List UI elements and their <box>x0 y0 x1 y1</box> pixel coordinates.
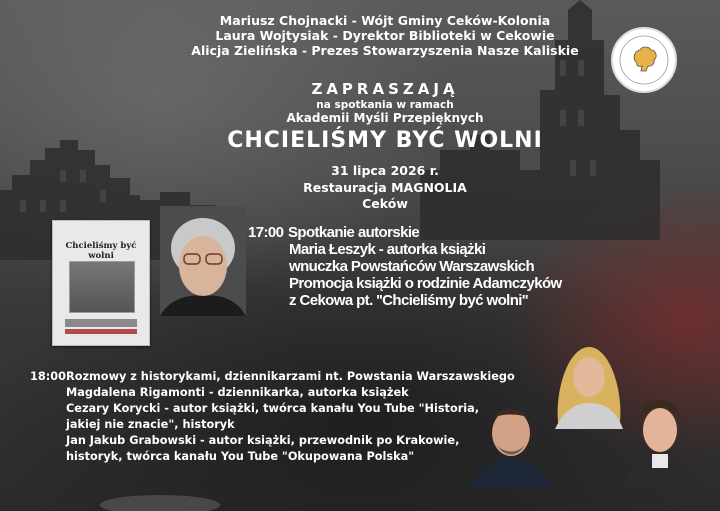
event-date: 31 lipca 2026 r. <box>331 163 439 178</box>
event2-time: 18:00 <box>30 370 66 383</box>
event1-line-5: z Cekowa pt. ''Chcieliśmy być wolni'' <box>289 292 528 309</box>
guest-portrait-grabowski <box>620 388 700 487</box>
book-cover <box>52 220 150 346</box>
event1-line-1: Spotkanie autorskie <box>288 224 420 241</box>
host-line-1: Mariusz Chojnacki - Wójt Gminy Ceków-Kolonia <box>219 13 551 28</box>
event1-line-2: Maria Łeszyk - autorka książki <box>289 241 486 258</box>
series-name: Akademii Myśli Przepięknych <box>286 111 484 125</box>
event-town: Ceków <box>362 196 408 211</box>
event-title: CHCIELIŚMY BYĆ WOLNI <box>227 128 543 153</box>
book-band <box>65 319 137 327</box>
host-line-2: Laura Wojtysiak - Dyrektor Biblioteki w Cekowie <box>215 28 555 43</box>
event2-line-4: Jan Jakub Grabowski - autor książki, przewodnik po Krakowie, <box>66 434 460 447</box>
event-venue: Restauracja MAGNOLIA <box>303 180 467 195</box>
academy-logo <box>611 27 677 93</box>
book-band-red <box>65 329 137 334</box>
event1-line-3: wnuczka Powstańców Warszawskich <box>289 258 535 275</box>
host-line-3: Alicja Zielińska - Prezes Stowarzyszenia Nasze Kaliskie <box>191 43 579 58</box>
author-portrait <box>160 206 246 316</box>
event2-line-5: historyk, twórca kanału You Tube "Okupowana Polska" <box>66 450 415 463</box>
guest-portrait-korycki <box>465 397 557 487</box>
brain-icon <box>613 29 675 91</box>
invite-subheading: na spotkania w ramach <box>316 99 454 111</box>
event2-intro: Rozmowy z historykami, dziennikarzami nt. Powstania Warszawskiego <box>66 370 515 383</box>
event2-line-3: jakiej nie znacie", historyk <box>66 418 235 431</box>
event2-line-1: Magdalena Rigamonti - dziennikarka, autorka książek <box>66 386 409 399</box>
book-cover-photo <box>69 261 135 313</box>
event1-line-4: Promocja książki o rodzinie Adamczyków <box>289 275 562 292</box>
invite-heading: ZAPRASZAJĄ <box>311 80 459 98</box>
event1-time: 17:00 <box>248 224 284 241</box>
book-title: Chcieliśmy być wolni <box>65 241 137 261</box>
event2-line-2: Cezary Korycki - autor książki, twórca kanału You Tube "Historia, <box>66 402 480 415</box>
